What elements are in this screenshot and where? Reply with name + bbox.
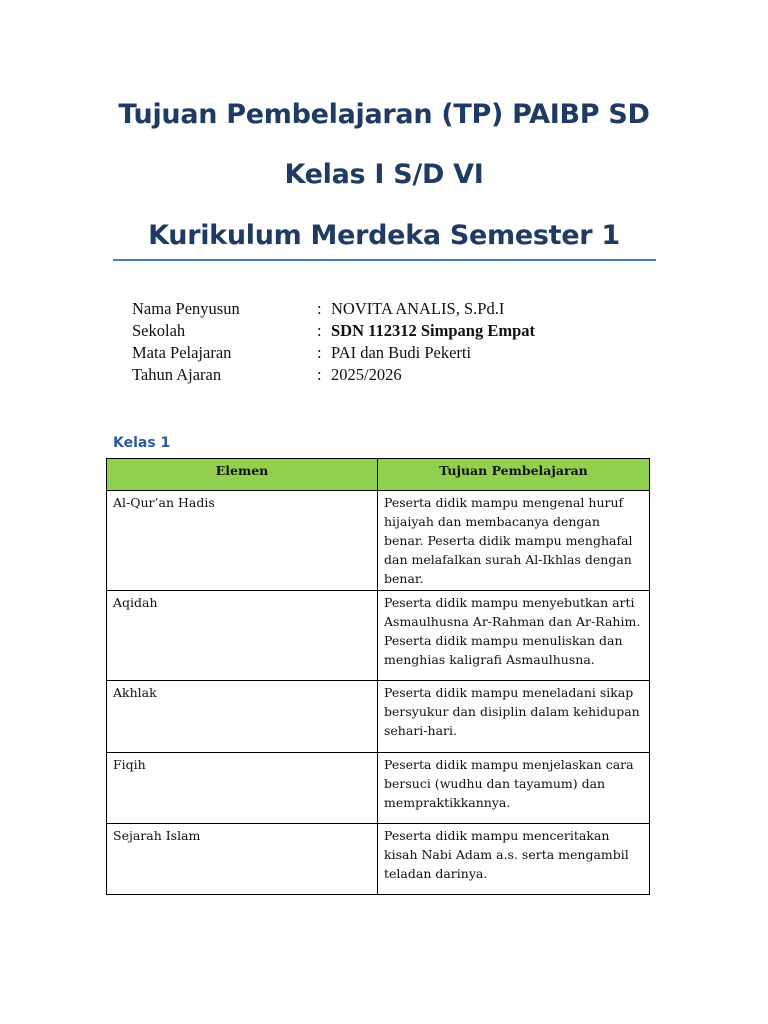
info-value: PAI dan Budi Pekerti (331, 343, 472, 362)
info-row-sekolah (132, 320, 535, 342)
table-row (107, 824, 650, 895)
column-header-elemen: Elemen (107, 459, 378, 491)
column-header-tujuan: Tujuan Pembelajaran (378, 459, 650, 491)
info-row-tahun-ajaran (132, 364, 535, 386)
document-title-line-2: Kelas I S/D VI (284, 159, 484, 190)
info-value: SDN 112312 Simpang Empat (331, 321, 536, 340)
cell-elemen: Aqidah (107, 591, 378, 681)
table-header-row (107, 459, 650, 491)
info-row-mata-pelajaran (132, 342, 535, 364)
learning-objectives-table (106, 458, 650, 895)
cell-tujuan: Peserta didik mampu meneladani sikap bersyukur dan disiplin dalam kehidupan sehari-hari. (378, 681, 650, 753)
table-row (107, 681, 650, 753)
document-title-line-3: Kurikulum Merdeka Semester 1 (148, 220, 620, 251)
info-colon: : (317, 321, 322, 340)
cell-elemen: Akhlak (107, 681, 378, 753)
document-title-line-1: Tujuan Pembelajaran (TP) PAIBP SD (118, 99, 650, 130)
cell-elemen: Fiqih (107, 753, 378, 824)
table-row (107, 753, 650, 824)
table-row (107, 491, 650, 591)
info-colon: : (317, 299, 322, 318)
cell-elemen: Sejarah Islam (107, 824, 378, 895)
info-label: Tahun Ajaran (132, 365, 222, 384)
info-row-nama-penyusun (132, 298, 535, 320)
info-label: Sekolah (132, 321, 186, 340)
cell-elemen: Al-Qur’an Hadis (107, 491, 378, 591)
table-row (107, 591, 650, 681)
section-heading-kelas: Kelas 1 (113, 435, 171, 451)
info-value: 2025/2026 (331, 365, 402, 384)
info-colon: : (317, 343, 322, 362)
info-colon: : (317, 365, 322, 384)
cell-tujuan: Peserta didik mampu menyebutkan arti Asmaulhusna Ar-Rahman dan Ar-Rahim. Peserta didik mampu menuliskan dan menghias kaligrafi Asmaulhusna. (378, 591, 650, 681)
info-label: Mata Pelajaran (132, 343, 232, 362)
cell-tujuan: Peserta didik mampu mengenal huruf hijaiyah dan membacanya dengan benar. Peserta didik mampu menghafal dan melafalkan surah Al-Ikhlas dengan benar. (378, 491, 650, 591)
info-value: NOVITA ANALIS, S.Pd.I (331, 299, 505, 318)
info-label: Nama Penyusun (132, 299, 240, 318)
cell-tujuan: Peserta didik mampu menjelaskan cara bersuci (wudhu dan tayamum) dan mempraktikkannya. (378, 753, 650, 824)
document-info-block (132, 298, 535, 386)
title-divider (113, 259, 656, 261)
cell-tujuan: Peserta didik mampu menceritakan kisah Nabi Adam a.s. serta mengambil teladan darinya. (378, 824, 650, 895)
